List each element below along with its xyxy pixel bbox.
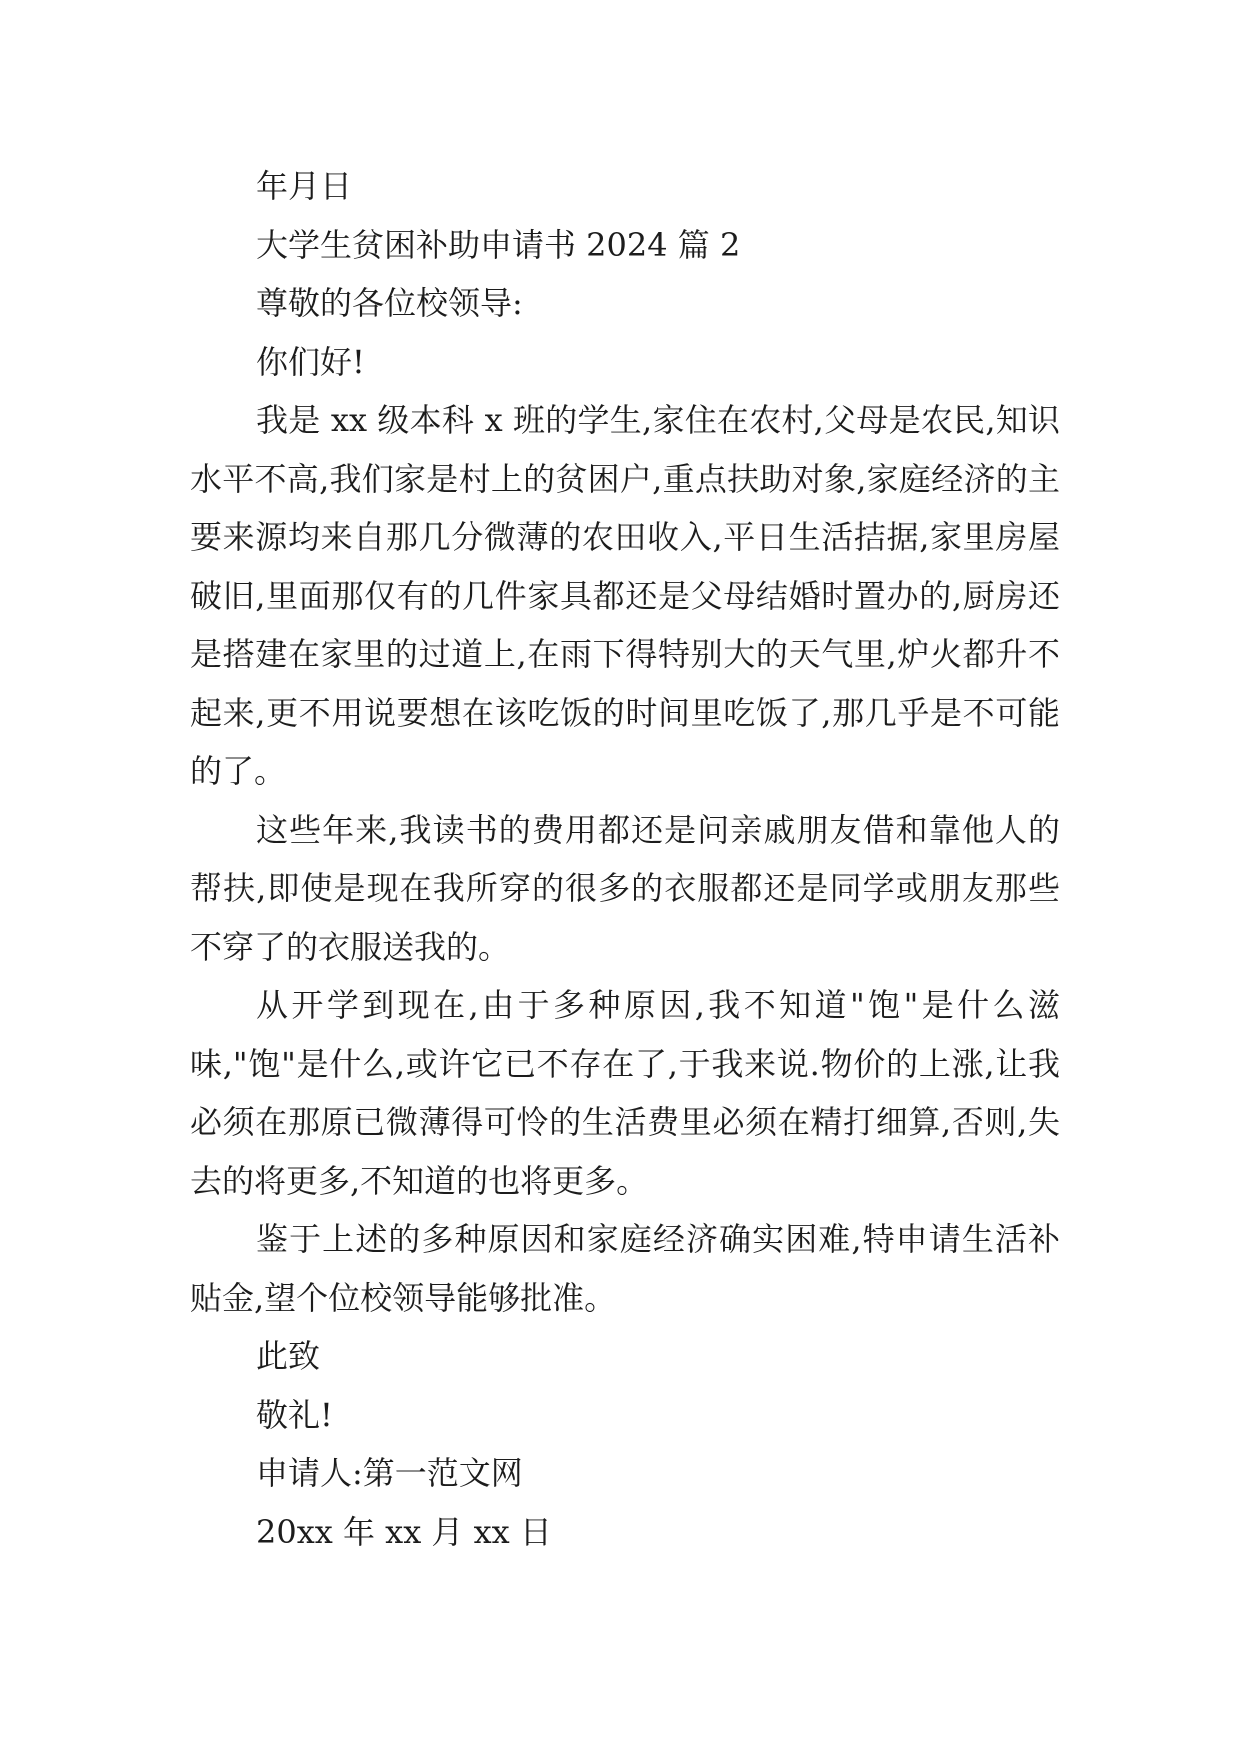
paragraph-request: 鉴于上述的多种原因和家庭经济确实困难,特申请生活补贴金,望个位校领导能够批准。	[190, 1220, 1060, 1317]
signature-date: 20xx 年 xx 月 xx 日	[256, 1512, 552, 1551]
paragraph-tuition-support: 这些年来,我读书的费用都还是问亲戚朋友借和靠他人的帮扶,即使是现在我所穿的很多的衣服都还是同学或朋友那些不穿了的衣服送我的。	[190, 810, 1060, 966]
paragraph-family-background: 我是 xx 级本科 x 班的学生,家住在农村,父母是农民,知识水平不高,我们家是村上的贫困户,重点扶助对象,家庭经济的主要来源均来自那几分微薄的农田收入,平日生活拮据,家里房屋破旧,里面那仅有的几件家具都还是父母结婚时置办的,厨房还是搭建在家里的过道上,在雨下得特别大的天气里,炉火都升不起来,更不用说要想在该吃饭的时间里吃饭了,那几乎是不可能的了。	[190, 401, 1060, 790]
closing-line-2: 敬礼!	[256, 1395, 333, 1434]
paragraph-living-costs: 从开学到现在,由于多种原因,我不知道"饱"是什么滋味,"饱"是什么,或许它已不存在了,于我来说.物价的上涨,让我必须在那原已微薄得可怜的生活费里必须在精打细算,否则,失去的将更多,不知道的也将更多。	[190, 986, 1060, 1200]
closing-line-1: 此致	[256, 1337, 321, 1375]
applicant-signature: 申请人:第一范文网	[256, 1454, 523, 1492]
salutation: 尊敬的各位校领导:	[256, 284, 523, 322]
date-placeholder: 年月日	[256, 167, 353, 205]
document-body	[190, 157, 1060, 1561]
document-heading: 大学生贫困补助申请书 2024 篇 2	[256, 225, 741, 264]
greeting: 你们好!	[256, 342, 365, 381]
